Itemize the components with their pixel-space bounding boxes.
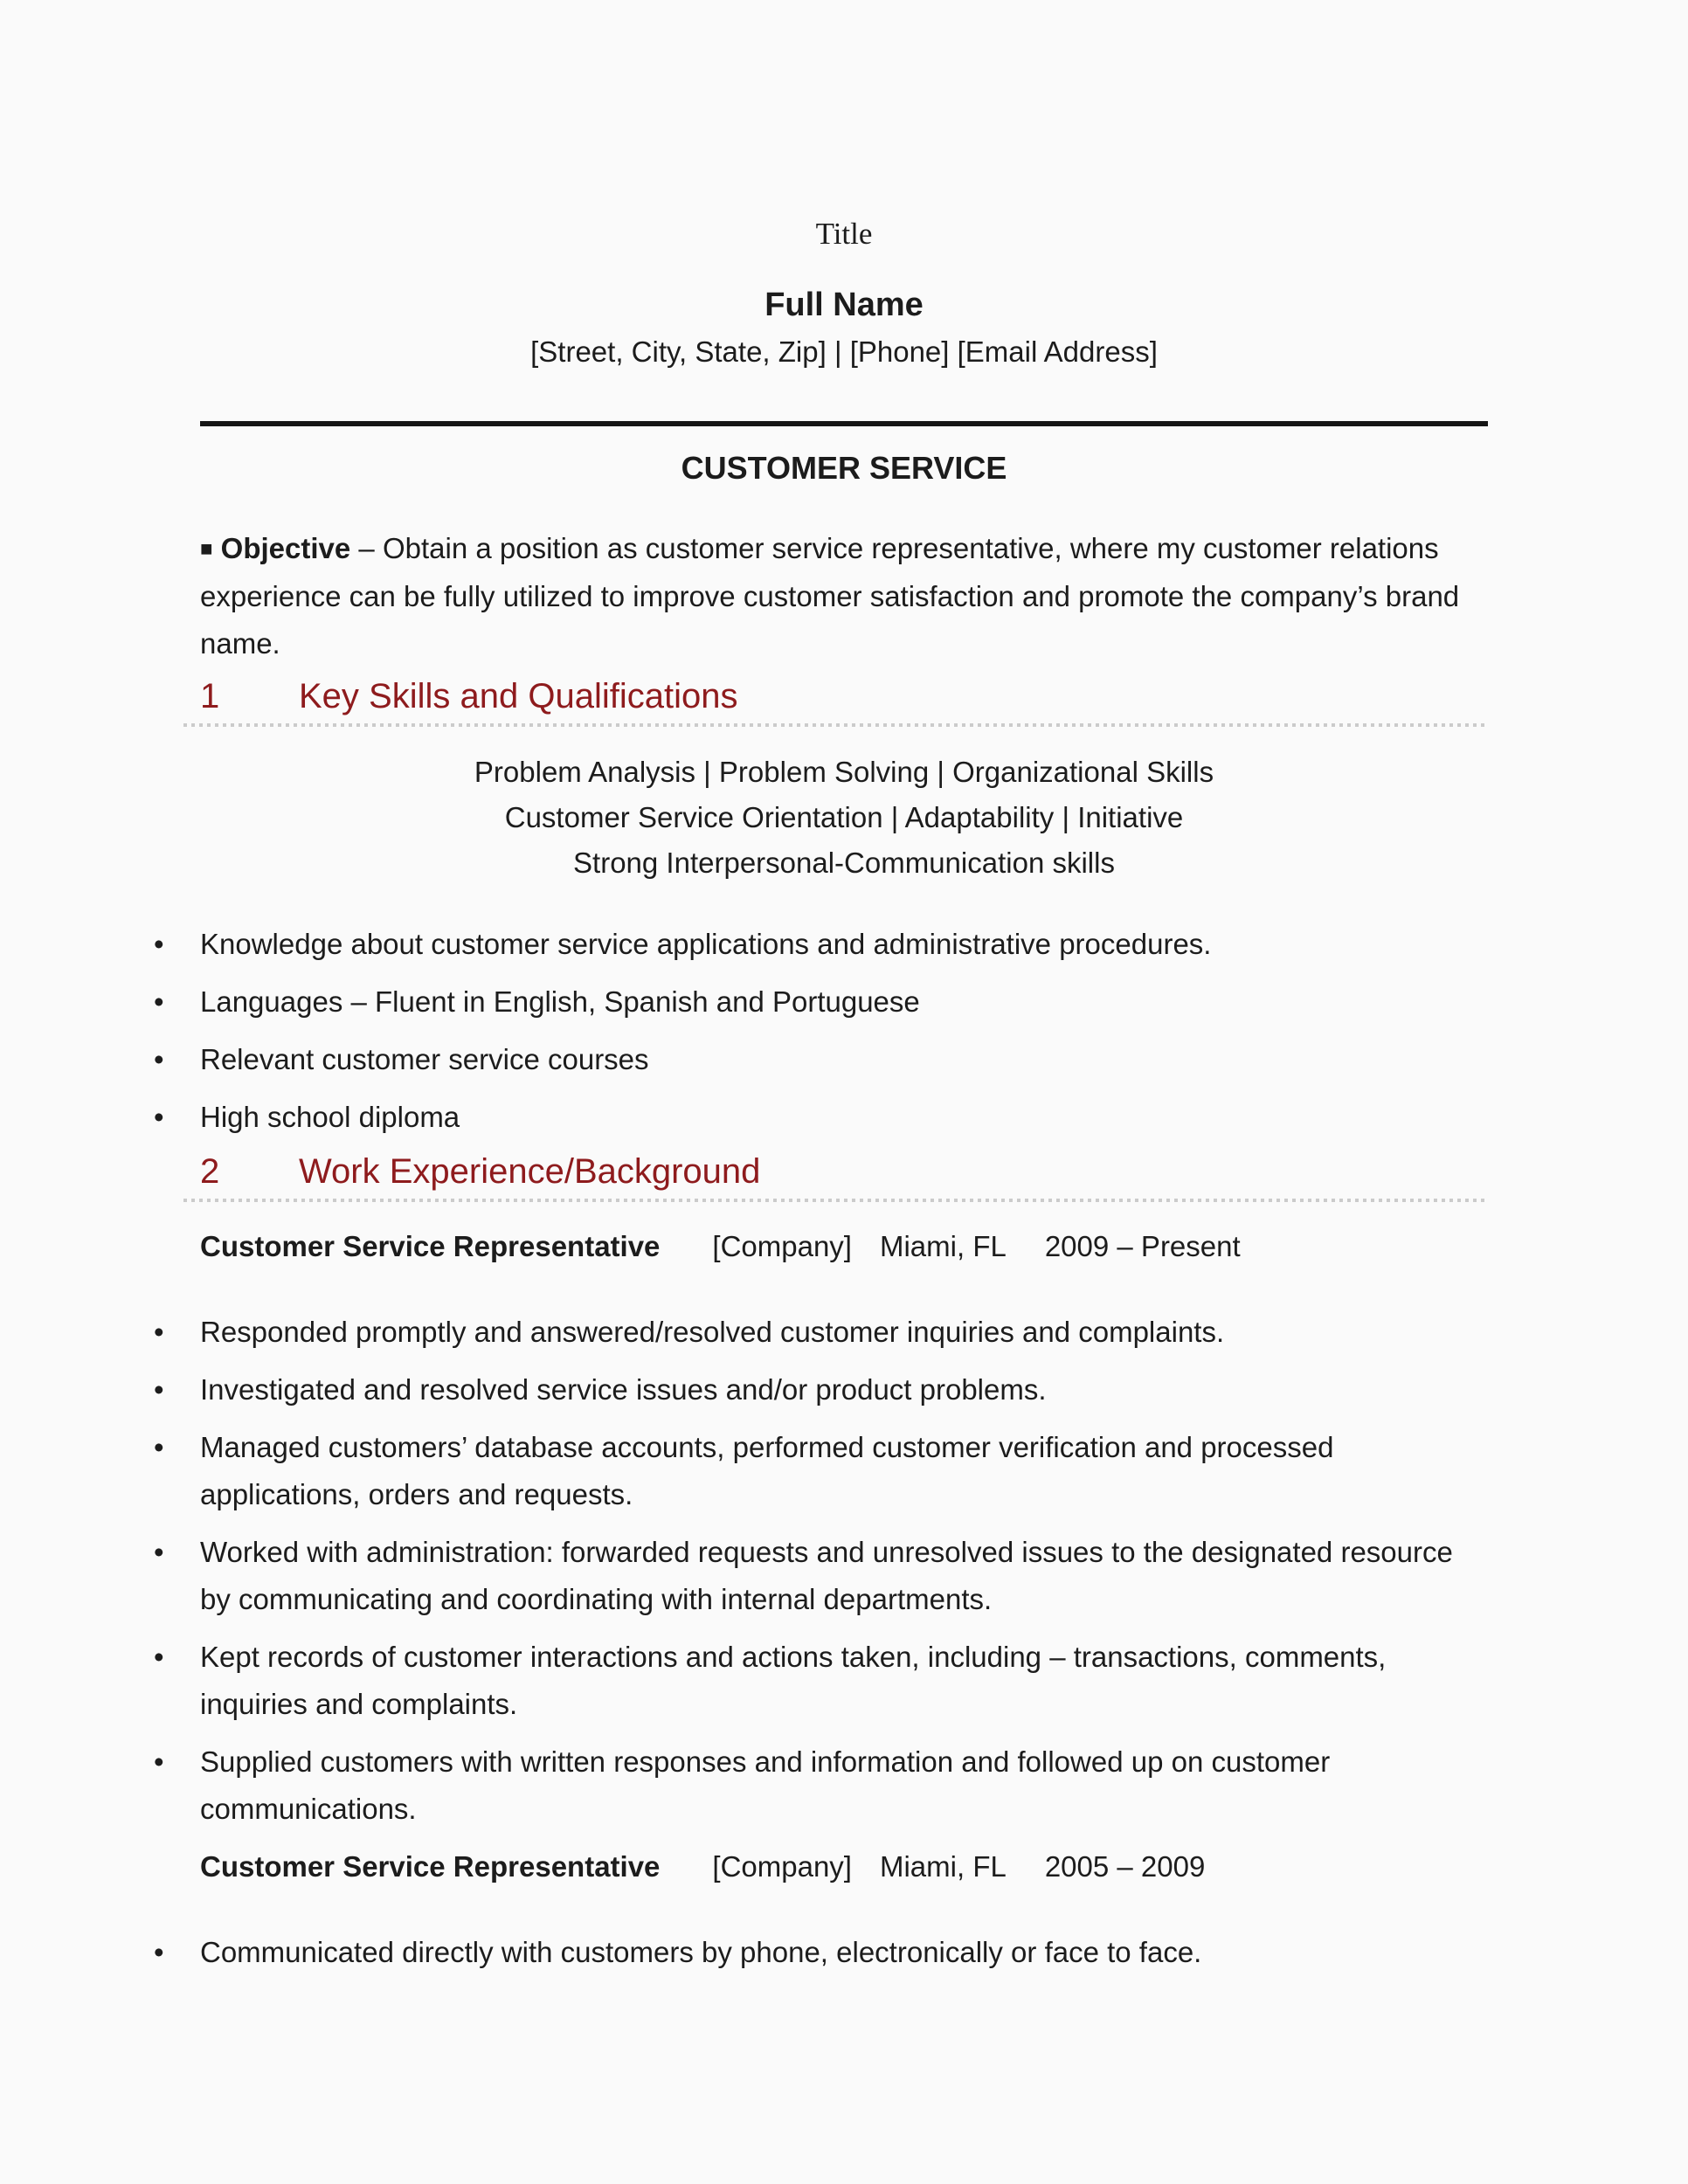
resume-content — [200, 216, 1488, 1976]
objective-paragraph — [200, 525, 1488, 667]
list-item: • Knowledge about customer service applications and administrative procedures. — [200, 921, 1488, 968]
job-dates: 2005 – 2009 — [1044, 1850, 1206, 1883]
skills-centered-block — [200, 750, 1488, 886]
job-company: [Company] — [712, 1230, 852, 1263]
list-item: • High school diploma — [200, 1094, 1488, 1141]
list-item: • Investigated and resolved service issues and/or product problems. — [200, 1366, 1488, 1413]
list-item: • Kept records of customer interactions and actions taken, including – transactions, comments, inquiries and complaints. — [200, 1634, 1488, 1728]
skills-bullet-list — [200, 921, 1488, 1141]
job-company: [Company] — [712, 1850, 852, 1883]
contact-line: [Street, City, State, Zip] | [Phone] [Email Address] — [530, 335, 1158, 368]
section-number: 1 — [200, 677, 220, 716]
list-item: • Communicated directly with customers by phone, electronically or face to face. — [200, 1929, 1488, 1976]
section-heading-key-skills — [200, 676, 1488, 716]
job-1-bullet-list — [200, 1309, 1488, 1833]
job-header-1 — [200, 1223, 1488, 1270]
job-dates: 2009 – Present — [1044, 1230, 1241, 1263]
section-label: Work Experience/Background — [299, 1152, 761, 1192]
list-item: • Supplied customers with written responses and information and followed up on customer communications. — [200, 1738, 1488, 1833]
skills-line: Customer Service Orientation | Adaptability | Initiative — [504, 801, 1184, 834]
page-title: Title — [815, 217, 873, 251]
job-2-bullet-list — [200, 1929, 1488, 1976]
job-title: Customer Service Representative — [200, 1230, 661, 1263]
list-item: • Worked with administration: forwarded requests and unresolved issues to the designated resource by communicating and coordinating with internal departments. — [200, 1529, 1488, 1623]
square-bullet-icon: ■ — [200, 537, 213, 562]
list-item: • Relevant customer service courses — [200, 1036, 1488, 1083]
document-heading: CUSTOMER SERVICE — [681, 450, 1007, 487]
objective-label: Objective — [220, 532, 351, 565]
list-item: • Responded promptly and answered/resolved customer inquiries and complaints. — [200, 1309, 1488, 1356]
job-header-2 — [200, 1843, 1488, 1890]
dotted-separator — [183, 1199, 1488, 1202]
section-label: Key Skills and Qualifications — [299, 677, 738, 716]
skills-line: Problem Analysis | Problem Solving | Organizational Skills — [474, 756, 1214, 789]
full-name: Full Name — [764, 287, 924, 323]
list-item: • Languages – Fluent in English, Spanish and Portuguese — [200, 978, 1488, 1026]
section-heading-work-experience — [200, 1151, 1488, 1192]
section-number: 2 — [200, 1152, 220, 1192]
job-title: Customer Service Representative — [200, 1850, 661, 1883]
job-location: Miami, FL — [879, 1230, 1007, 1263]
objective-text: – Obtain a position as customer service representative, where my customer relations experience can be fully utilized to improve customer satisfaction and promote the company’s brand name. — [200, 532, 1460, 660]
list-item: • Managed customers’ database accounts, performed customer verification and processed applications, orders and requests. — [200, 1424, 1488, 1518]
horizontal-rule — [200, 421, 1488, 426]
dotted-separator — [183, 723, 1488, 727]
skills-line: Strong Interpersonal-Communication skills — [573, 847, 1115, 880]
job-location: Miami, FL — [879, 1850, 1007, 1883]
